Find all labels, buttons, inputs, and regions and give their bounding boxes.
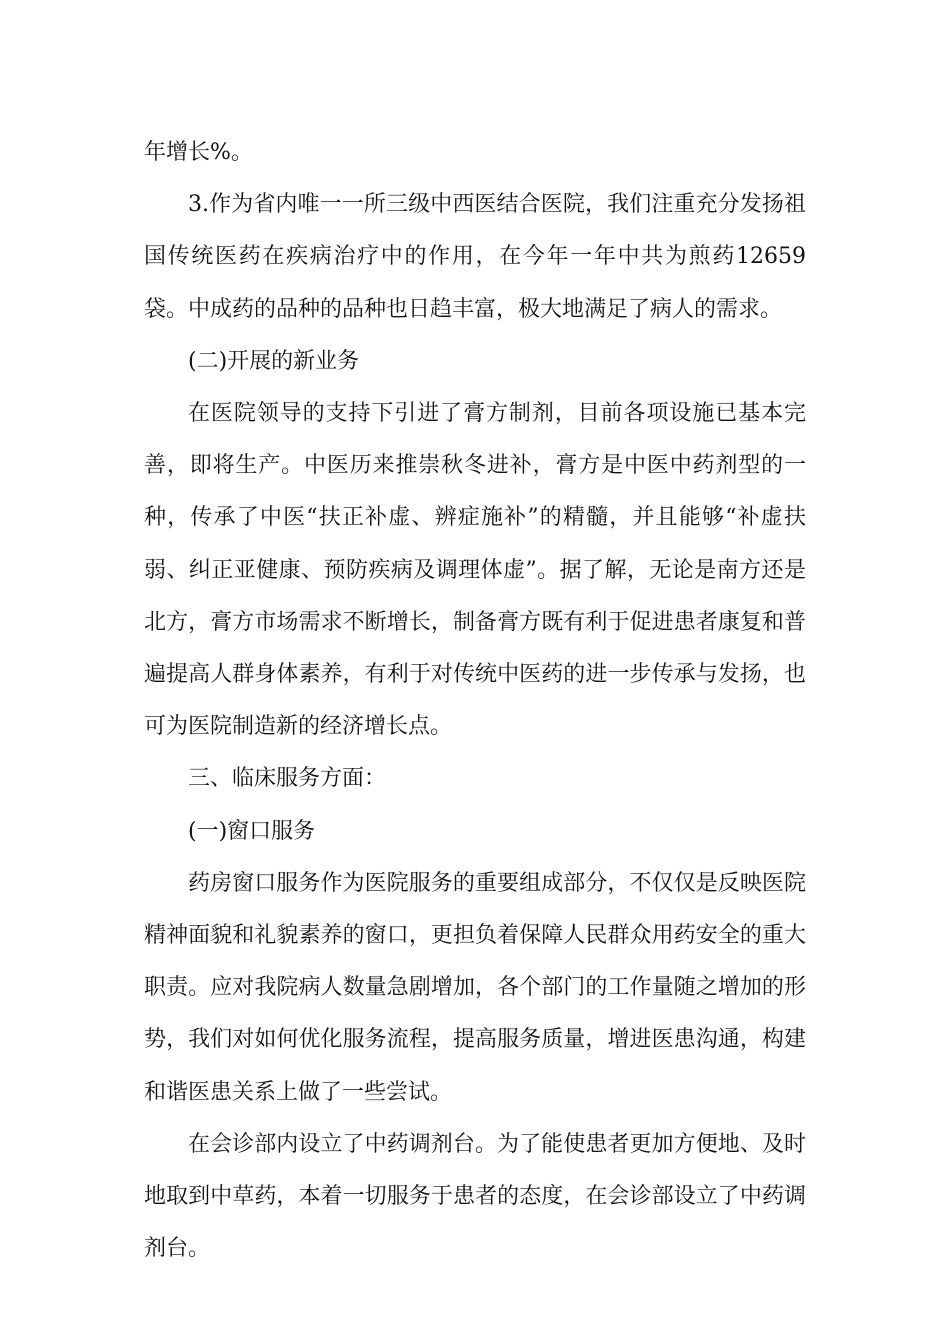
paragraph-paste-formula: 在医院领导的支持下引进了膏方制剂，目前各项设施已基本完善，即将生产。中医历来推崇秋冬进补，膏方是中医中药剂型的一种，传承了中医“扶正补虚、辨症施补”的精髓，并且能够“补虚扶弱、纠正亚健康、预防疾病及调理体虚”。据了解，无论是南方还是北方，膏方市场需求不断增长，制备膏方既有利于促进患者康复和普遍提高人群身体素养，有利于对传统中医药的进一步传承与发扬，也可为医院制造新的经济增长点。 bbox=[144, 401, 806, 740]
section-heading-new-business: (二)开展的新业务 bbox=[188, 348, 360, 374]
paragraph-decoction-count: 3.作为省内唯一一所三级中西医结合医院，我们注重充分发扬祖国传统医药在疾病治疗中的作用，在今年一年中共为煎药12659袋。中成药的品种的品种也日趋丰富，极大地满足了病人的需求。 bbox=[144, 192, 806, 322]
paragraph-dispensing-counter: 在会诊部内设立了中药调剂台。为了能使患者更加方便地、及时地取到中草药，本着一切服务于患者的态度，在会诊部设立了中药调剂台。 bbox=[144, 1131, 806, 1262]
document-body bbox=[144, 127, 806, 1275]
section-heading-clinical-service: 三、临床服务方面： bbox=[188, 766, 387, 792]
section-heading-window-service: (一)窗口服务 bbox=[188, 818, 316, 844]
paragraph-continuation: 年增长%。 bbox=[144, 140, 253, 165]
paragraph-window-service: 药房窗口服务作为医院服务的重要组成部分，不仅仅是反映医院精神面貌和礼貌素养的窗口，更担负着保障人民群众用药安全的重大职责。应对我院病人数量急剧增加，各个部门的工作量随之增加的形势，我们对如何优化服务流程，提高服务质量，增进医患沟通，构建和谐医患关系上做了一些尝试。 bbox=[144, 870, 806, 1105]
